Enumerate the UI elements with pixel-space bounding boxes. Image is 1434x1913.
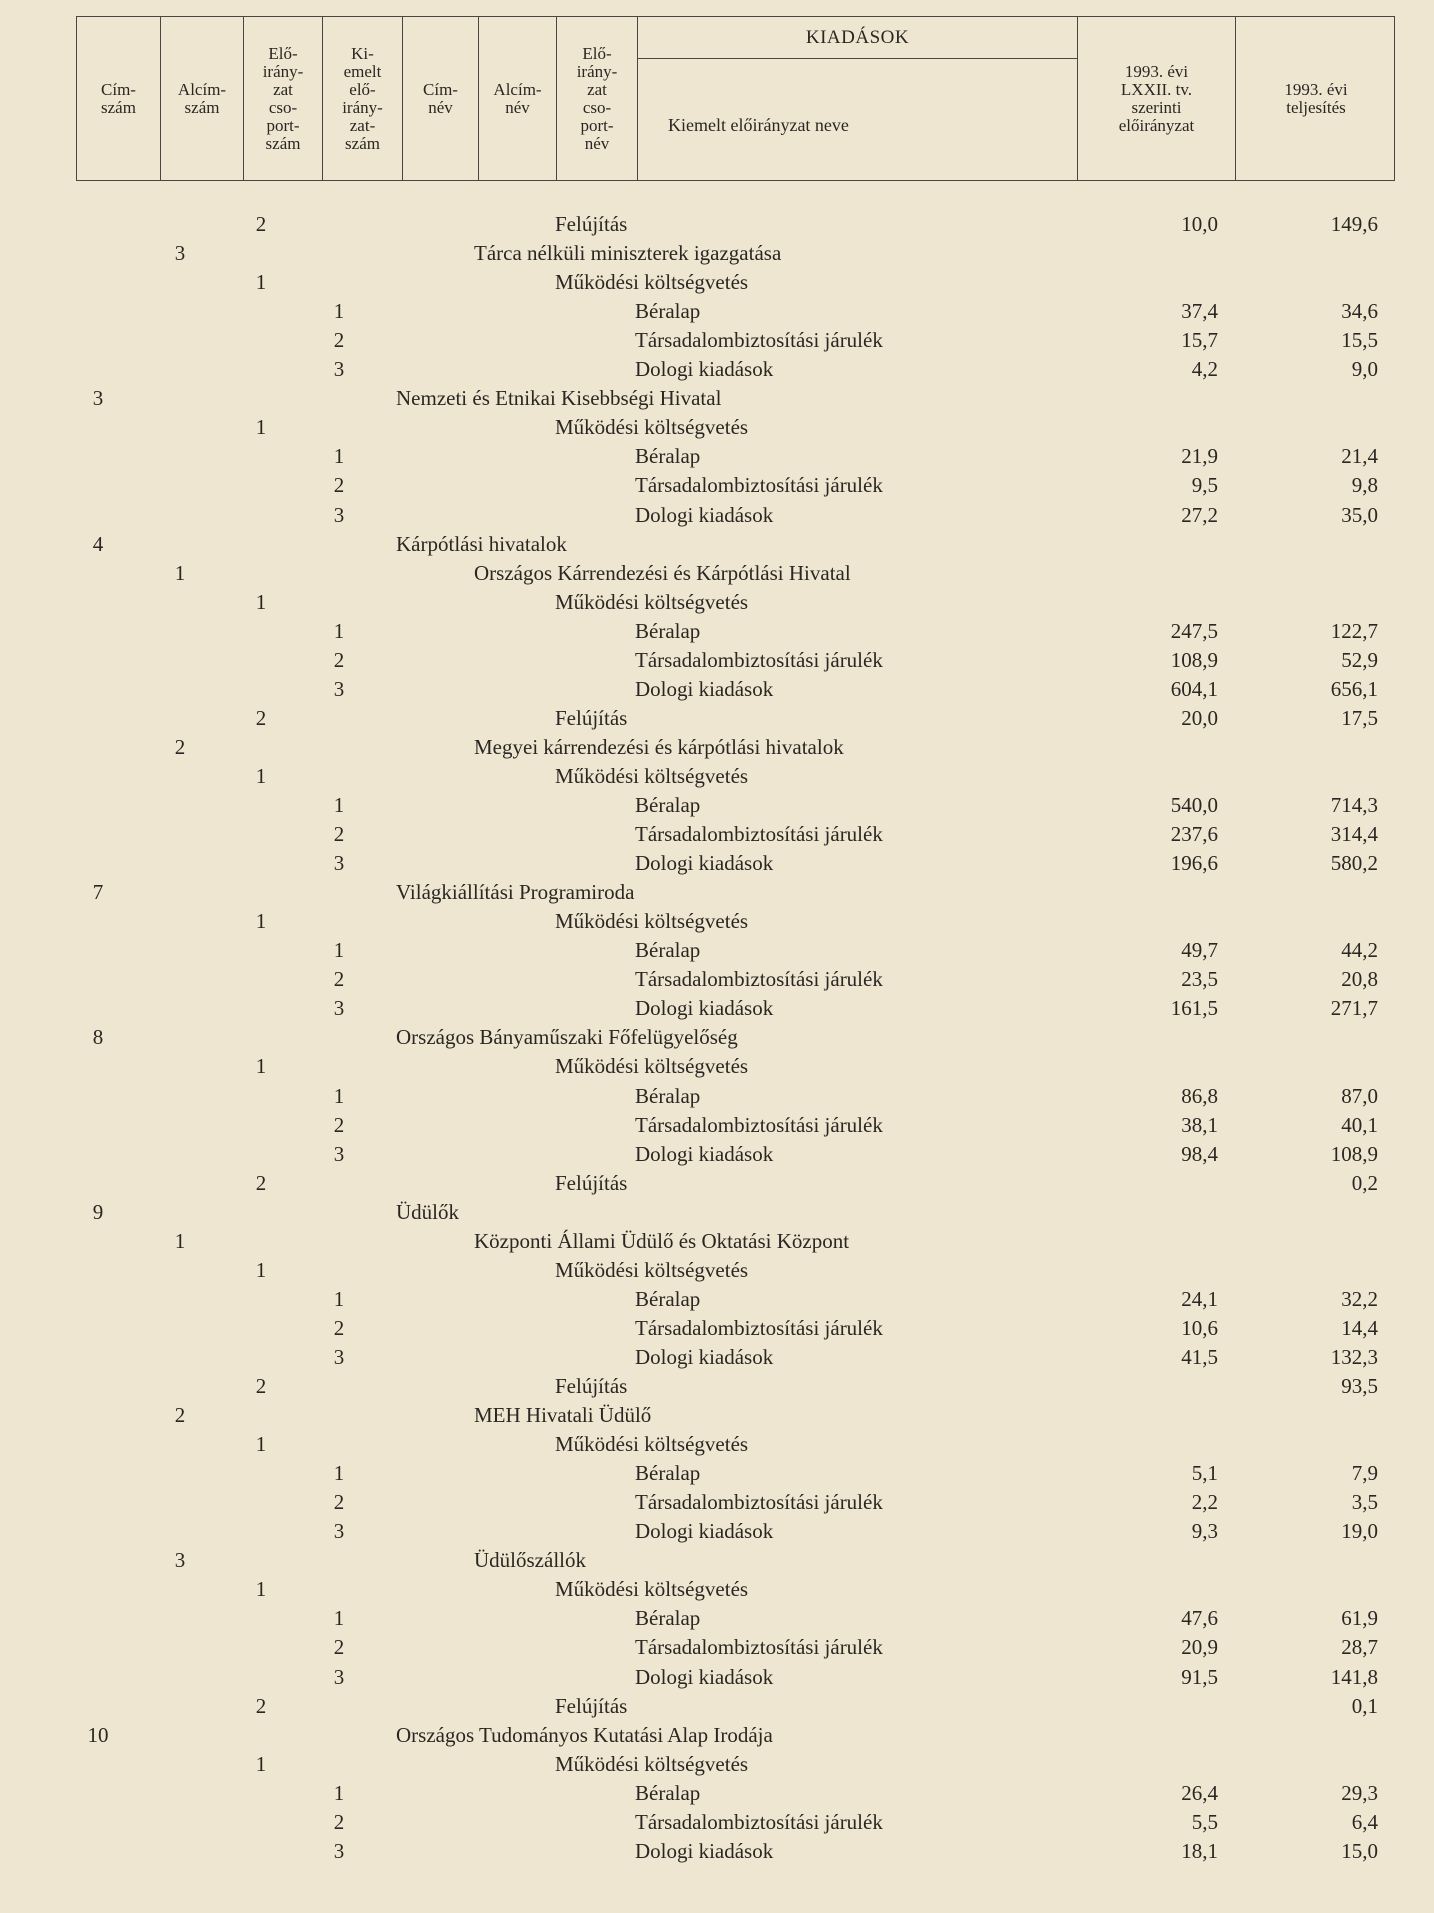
row-plan-value: 91,5	[1181, 1664, 1218, 1689]
row-name: Társadalombiztosítási járulék	[635, 822, 883, 847]
row-code: 3	[333, 1519, 345, 1544]
row-plan-value: 2,2	[1191, 1490, 1218, 1515]
row-name: Felújítás	[555, 212, 628, 236]
table-row	[0, 1665, 1434, 1691]
row-actual-value: 15,0	[1341, 1838, 1378, 1863]
table-row	[0, 677, 1434, 703]
row-code: 1	[255, 1432, 267, 1457]
row-code: 9	[92, 1199, 104, 1224]
row-plan-value: 5,5	[1191, 1809, 1218, 1834]
row-code: 2	[255, 1170, 267, 1195]
row-code: 1	[255, 1054, 267, 1079]
table-row	[0, 1054, 1434, 1080]
row-name: Dologi kiadások	[635, 1664, 774, 1689]
row-code: 8	[92, 1025, 104, 1050]
row-code: 2	[333, 1809, 345, 1834]
header-eloiranyzat: 1993. évi LXXII. tv. szerinti előirányzat	[1077, 17, 1235, 180]
row-plan-value: 196,6	[1170, 851, 1218, 876]
table-row	[0, 1403, 1434, 1429]
row-name: MEH Hivatali Üdülő	[474, 1403, 652, 1428]
row-code: 1	[333, 618, 345, 643]
row-actual-value: 29,3	[1341, 1780, 1378, 1805]
table-row	[0, 1287, 1434, 1313]
table-row	[0, 648, 1434, 674]
row-actual-value: 0,1	[1351, 1693, 1378, 1718]
row-code: 3	[333, 1838, 345, 1863]
row-code: 1	[255, 909, 267, 934]
row-name: Világkiállítási Programiroda	[396, 880, 635, 905]
table-row	[0, 1374, 1434, 1400]
table-row	[0, 735, 1434, 761]
row-code: 1	[255, 763, 267, 788]
row-name: Megyei kárrendezési és kárpótlási hivatalok	[474, 734, 844, 759]
table-row	[0, 1519, 1434, 1545]
row-code: 1	[255, 589, 267, 614]
row-name: Béralap	[635, 1780, 701, 1805]
row-code: 2	[333, 1635, 345, 1660]
row-code: 2	[333, 473, 345, 498]
table-row	[0, 996, 1434, 1022]
row-actual-value: 87,0	[1341, 1083, 1378, 1108]
table-row	[0, 212, 1434, 238]
row-code: 3	[174, 1548, 186, 1573]
row-code: 1	[255, 1257, 267, 1282]
table-row	[0, 1461, 1434, 1487]
row-actual-value: 44,2	[1341, 938, 1378, 963]
row-code: 1	[333, 1606, 345, 1631]
row-plan-value: 18,1	[1181, 1838, 1218, 1863]
row-name: Működési költségvetés	[555, 415, 749, 440]
row-name: Működési költségvetés	[555, 589, 749, 614]
row-plan-value: 10,6	[1181, 1315, 1218, 1340]
row-code: 3	[333, 996, 345, 1021]
row-actual-value: 714,3	[1330, 793, 1378, 817]
row-name: Tárca nélküli miniszterek igazgatása	[474, 241, 782, 266]
row-plan-value: 38,1	[1181, 1112, 1218, 1137]
row-name: Működési költségvetés	[555, 1751, 749, 1776]
row-plan-value: 21,9	[1181, 444, 1218, 469]
row-code: 1	[174, 1228, 186, 1253]
row-plan-value: 98,4	[1181, 1141, 1218, 1166]
row-name: Béralap	[635, 938, 701, 963]
table-row	[0, 1113, 1434, 1139]
row-actual-value: 15,5	[1341, 328, 1378, 353]
table-row	[0, 1200, 1434, 1226]
table-row	[0, 1694, 1434, 1720]
row-actual-value: 20,8	[1341, 967, 1378, 992]
row-actual-value: 21,4	[1341, 444, 1378, 469]
row-name: Dologi kiadások	[635, 996, 774, 1021]
table-row	[0, 590, 1434, 616]
row-name: Működési költségvetés	[555, 763, 749, 788]
row-name: Üdülőszállók	[474, 1548, 586, 1573]
row-name: Működési költségvetés	[555, 1257, 749, 1282]
row-name: Nemzeti és Etnikai Kisebbségi Hivatal	[396, 386, 722, 411]
row-plan-value: 26,4	[1181, 1780, 1218, 1805]
row-name: Dologi kiadások	[635, 1838, 774, 1863]
table-row	[0, 1258, 1434, 1284]
row-plan-value: 237,6	[1170, 822, 1218, 847]
row-code: 2	[333, 328, 345, 353]
row-code: 1	[333, 1780, 345, 1805]
table-row	[0, 1839, 1434, 1865]
row-plan-value: 247,5	[1170, 618, 1218, 643]
row-name: Felújítás	[555, 705, 628, 730]
table-row	[0, 967, 1434, 993]
row-plan-value: 161,5	[1170, 996, 1218, 1021]
row-code: 2	[174, 734, 186, 759]
row-actual-value: 14,4	[1341, 1315, 1378, 1340]
row-code: 1	[255, 1751, 267, 1776]
row-name: Dologi kiadások	[635, 1141, 774, 1166]
row-code: 3	[92, 386, 104, 411]
row-code: 2	[255, 1693, 267, 1718]
row-code: 3	[333, 502, 345, 527]
row-actual-value: 108,9	[1330, 1141, 1378, 1166]
row-name: Társadalombiztosítási járulék	[635, 1315, 883, 1340]
row-code: 2	[174, 1403, 186, 1428]
table-row	[0, 880, 1434, 906]
row-code: 2	[333, 1315, 345, 1340]
header-eloiranyzat-csoport-szam: Elő- irány- zat cso- port- szám	[243, 17, 322, 180]
row-code: 3	[333, 1344, 345, 1369]
table-row	[0, 938, 1434, 964]
table-row	[0, 532, 1434, 558]
row-actual-value: 122,7	[1330, 618, 1378, 643]
row-plan-value: 49,7	[1181, 938, 1218, 963]
header-alcimszam: Alcím- szám	[160, 17, 243, 180]
row-plan-value: 108,9	[1170, 647, 1218, 672]
row-plan-value: 604,1	[1170, 676, 1218, 701]
row-plan-value: 23,5	[1181, 967, 1218, 992]
table-row	[0, 241, 1434, 267]
row-name: Üdülők	[396, 1199, 459, 1224]
table-row	[0, 1810, 1434, 1836]
row-actual-value: 580,2	[1330, 851, 1378, 876]
row-name: Társadalombiztosítási járulék	[635, 967, 883, 992]
row-plan-value: 540,0	[1170, 793, 1218, 817]
row-actual-value: 271,7	[1330, 996, 1378, 1021]
row-actual-value: 7,9	[1351, 1461, 1378, 1486]
row-code: 1	[333, 1286, 345, 1311]
row-actual-value: 3,5	[1351, 1490, 1378, 1515]
row-name: Országos Kárrendezési és Kárpótlási Hivatal	[474, 560, 851, 585]
row-code: 2	[333, 647, 345, 672]
row-code: 3	[333, 1141, 345, 1166]
row-code: 2	[255, 705, 267, 730]
row-actual-value: 35,0	[1341, 502, 1378, 527]
row-name: Kárpótlási hivatalok	[396, 531, 567, 556]
table-row	[0, 619, 1434, 645]
row-name: Dologi kiadások	[635, 1519, 774, 1544]
row-code: 1	[174, 560, 186, 585]
row-code: 1	[333, 1083, 345, 1108]
row-actual-value: 32,2	[1341, 1286, 1378, 1311]
row-plan-value: 5,1	[1191, 1461, 1218, 1486]
row-name: Béralap	[635, 1606, 701, 1631]
row-name: Társadalombiztosítási járulék	[635, 1490, 883, 1515]
row-actual-value: 28,7	[1341, 1635, 1378, 1660]
row-name: Béralap	[635, 299, 701, 324]
table-row	[0, 328, 1434, 354]
row-code: 1	[333, 938, 345, 963]
row-plan-value: 86,8	[1181, 1083, 1218, 1108]
table-row	[0, 1229, 1434, 1255]
table-row	[0, 357, 1434, 383]
table-row	[0, 1752, 1434, 1778]
row-actual-value: 141,8	[1330, 1664, 1378, 1689]
table-row	[0, 444, 1434, 470]
row-name: Felújítás	[555, 1170, 628, 1195]
row-name: Felújítás	[555, 1374, 628, 1398]
row-name: Béralap	[635, 1461, 701, 1486]
row-plan-value: 41,5	[1181, 1344, 1218, 1369]
row-name: Működési költségvetés	[555, 270, 749, 295]
row-name: Dologi kiadások	[635, 851, 774, 876]
header-kiemelt-eloiranyzat-szam: Ki- emelt elő- irány- zat- szám	[322, 17, 402, 180]
table-row	[0, 909, 1434, 935]
table-row	[0, 793, 1434, 819]
row-plan-value: 24,1	[1181, 1286, 1218, 1311]
table-row	[0, 764, 1434, 790]
row-plan-value: 9,5	[1191, 473, 1218, 498]
row-actual-value: 19,0	[1341, 1519, 1378, 1544]
table-row	[0, 386, 1434, 412]
row-name: Dologi kiadások	[635, 676, 774, 701]
row-actual-value: 34,6	[1341, 299, 1378, 324]
header-kiadasok: KIADÁSOK	[637, 17, 1077, 59]
row-code: 7	[92, 880, 104, 905]
row-name: Társadalombiztosítási járulék	[635, 1112, 883, 1137]
table-row	[0, 1025, 1434, 1051]
row-code: 3	[333, 1664, 345, 1689]
row-code: 2	[333, 967, 345, 992]
header-kiemelt-eloiranyzat-neve: Kiemelt előirányzat neve	[637, 59, 1077, 180]
table-row	[0, 415, 1434, 441]
table-row	[0, 1316, 1434, 1342]
row-name: Működési költségvetés	[555, 1577, 749, 1602]
row-name: Társadalombiztosítási járulék	[635, 1809, 883, 1834]
header-eloiranyzat-csoport-nev: Elő- irány- zat cso- port- név	[556, 17, 637, 180]
row-name: Béralap	[635, 1083, 701, 1108]
table-row	[0, 1171, 1434, 1197]
row-actual-value: 314,4	[1330, 822, 1378, 847]
row-name: Béralap	[635, 618, 701, 643]
row-code: 1	[333, 444, 345, 469]
row-name: Béralap	[635, 444, 701, 469]
table-row	[0, 473, 1434, 499]
row-actual-value: 9,0	[1351, 357, 1378, 382]
row-actual-value: 132,3	[1330, 1344, 1378, 1369]
row-name: Társadalombiztosítási járulék	[635, 1635, 883, 1660]
row-name: Működési költségvetés	[555, 909, 749, 934]
row-name: Felújítás	[555, 1693, 628, 1718]
row-name: Központi Állami Üdülő és Oktatási Központ	[474, 1228, 850, 1253]
row-actual-value: 656,1	[1330, 676, 1378, 701]
row-actual-value: 52,9	[1341, 647, 1378, 672]
header-teljesites: 1993. évi teljesítés	[1235, 17, 1396, 180]
row-name: Országos Tudományos Kutatási Alap Irodája	[396, 1722, 773, 1747]
header-cimnev: Cím- név	[402, 17, 478, 180]
table-row	[0, 270, 1434, 296]
row-code: 3	[174, 241, 186, 266]
table-row	[0, 1432, 1434, 1458]
table-row	[0, 1635, 1434, 1661]
table-row	[0, 1781, 1434, 1807]
row-actual-value: 9,8	[1351, 473, 1378, 498]
row-code: 10	[87, 1722, 109, 1747]
row-plan-value: 37,4	[1181, 299, 1218, 324]
row-name: Dologi kiadások	[635, 357, 774, 382]
row-code: 1	[255, 415, 267, 440]
row-name: Társadalombiztosítási járulék	[635, 473, 883, 498]
table-row	[0, 1577, 1434, 1603]
row-code: 1	[333, 793, 345, 817]
row-actual-value: 93,5	[1341, 1374, 1378, 1398]
table-row	[0, 299, 1434, 325]
table-row	[0, 503, 1434, 529]
table-row	[0, 1548, 1434, 1574]
row-actual-value: 0,2	[1351, 1170, 1378, 1195]
row-actual-value: 61,9	[1341, 1606, 1378, 1631]
table-row	[0, 1345, 1434, 1371]
row-plan-value: 15,7	[1181, 328, 1218, 353]
row-code: 1	[255, 1577, 267, 1602]
header-cimszam: Cím- szám	[101, 79, 136, 117]
row-code: 2	[333, 822, 345, 847]
table-row	[0, 561, 1434, 587]
row-name: Dologi kiadások	[635, 1344, 774, 1369]
row-plan-value: 20,9	[1181, 1635, 1218, 1660]
row-code: 1	[333, 1461, 345, 1486]
row-plan-value: 27,2	[1181, 502, 1218, 527]
row-code: 4	[92, 531, 104, 556]
row-plan-value: 10,0	[1181, 212, 1218, 236]
row-code: 3	[333, 676, 345, 701]
row-name: Országos Bányaműszaki Főfelügyelőség	[396, 1025, 738, 1050]
row-actual-value: 40,1	[1341, 1112, 1378, 1137]
row-code: 2	[255, 212, 267, 236]
row-plan-value: 47,6	[1181, 1606, 1218, 1631]
table-row	[0, 1142, 1434, 1168]
row-actual-value: 17,5	[1341, 705, 1378, 730]
table-row	[0, 1606, 1434, 1632]
row-name: Működési költségvetés	[555, 1432, 749, 1457]
row-code: 1	[333, 299, 345, 324]
row-plan-value: 4,2	[1191, 357, 1218, 382]
row-code: 2	[333, 1112, 345, 1137]
row-name: Béralap	[635, 1286, 701, 1311]
row-actual-value: 6,4	[1351, 1809, 1378, 1834]
table-row	[0, 1084, 1434, 1110]
row-name: Társadalombiztosítási járulék	[635, 328, 883, 353]
table-row	[0, 822, 1434, 848]
table-row	[0, 1723, 1434, 1749]
row-code: 1	[255, 270, 267, 295]
row-plan-value: 20,0	[1181, 705, 1218, 730]
row-name: Társadalombiztosítási járulék	[635, 647, 883, 672]
row-actual-value: 149,6	[1330, 212, 1378, 236]
row-plan-value: 9,3	[1191, 1519, 1218, 1544]
row-code: 2	[255, 1374, 267, 1398]
row-name: Dologi kiadások	[635, 502, 774, 527]
row-name: Béralap	[635, 793, 701, 817]
row-code: 3	[333, 357, 345, 382]
row-name: Működési költségvetés	[555, 1054, 749, 1079]
table-row	[0, 851, 1434, 877]
header-alcimnev: Alcím- név	[478, 17, 556, 180]
table-row	[0, 706, 1434, 732]
row-code: 3	[333, 851, 345, 876]
table-row	[0, 1490, 1434, 1516]
row-code: 2	[333, 1490, 345, 1515]
